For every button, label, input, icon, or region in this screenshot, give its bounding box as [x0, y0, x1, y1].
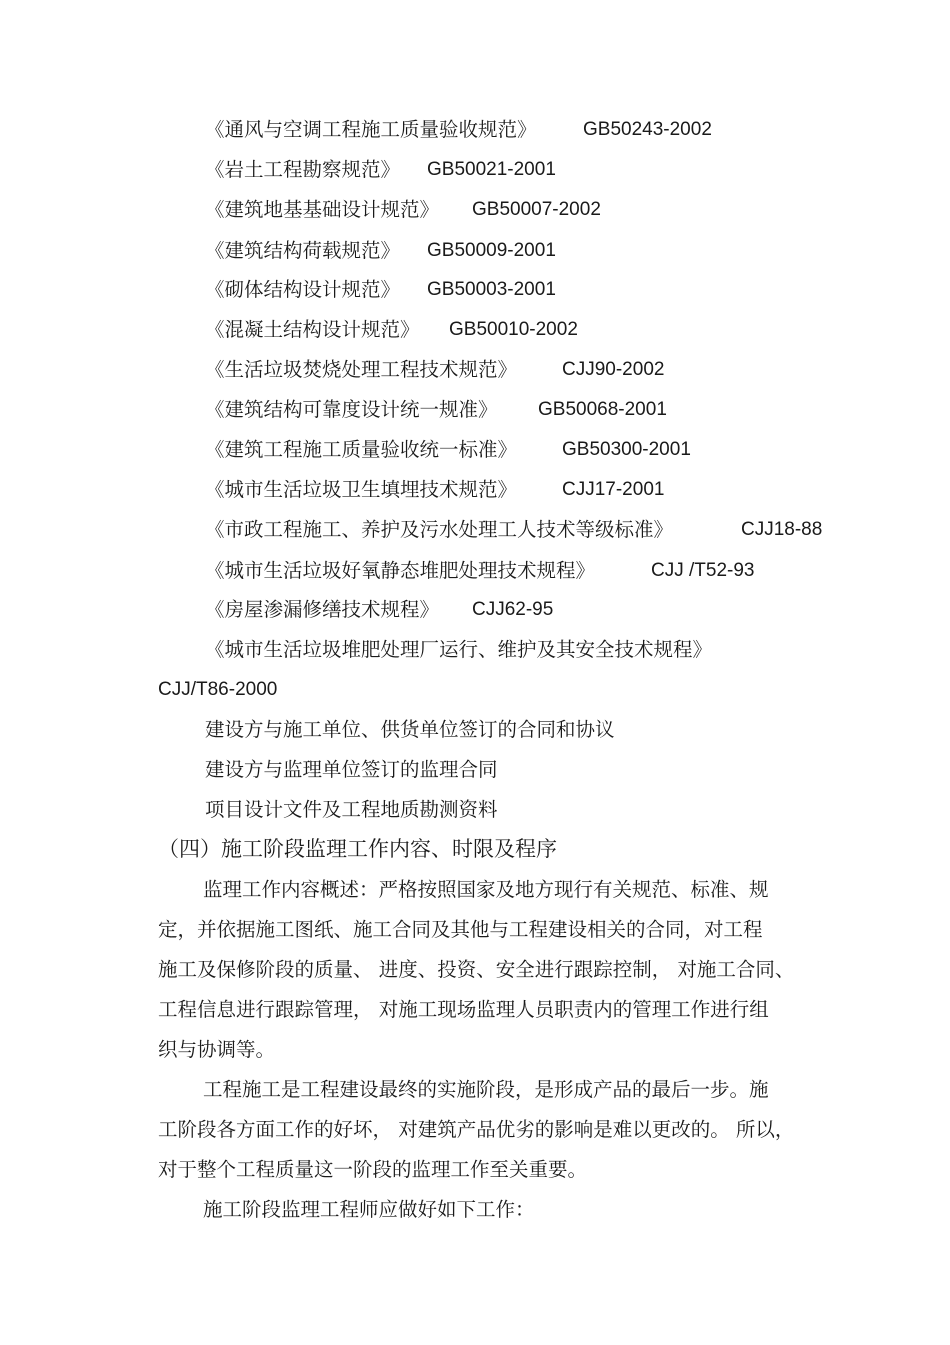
paragraph-line: 监理工作内容概述：严格按照国家及地方现行有关规范、标准、规 — [203, 878, 769, 901]
standard-item — [205, 518, 823, 542]
standard-code: GB50300-2001 — [562, 439, 691, 460]
standard-code: GB50003-2001 — [427, 279, 556, 300]
standard-name: 《通风与空调工程施工质量验收规范》 — [205, 118, 537, 141]
standard-item — [205, 158, 556, 182]
standard-name: 《岩土工程勘察规范》 — [205, 158, 401, 181]
standard-name: 《建筑工程施工质量验收统一标准》 — [205, 438, 518, 461]
paragraph-line: 施工阶段监理工程师应做好如下工作： — [203, 1198, 535, 1221]
standard-item — [205, 638, 712, 662]
section-title: （四）施工阶段监理工作内容、时限及程序 — [158, 837, 557, 861]
paragraph-line: 工程施工是工程建设最终的实施阶段，是形成产品的最后一步。施 — [203, 1078, 769, 1101]
standard-item — [205, 598, 554, 622]
standard-code: GB50243-2002 — [583, 119, 712, 140]
paragraph-line: 对于整个工程质量这一阶段的监理工作至关重要。 — [158, 1158, 588, 1181]
paragraph-line: 施工及保修阶段的质量、 进度、投资、安全进行跟踪控制， 对施工合同、 — [158, 958, 795, 981]
standard-name: 《混凝土结构设计规范》 — [205, 318, 420, 341]
standard-item — [205, 559, 755, 583]
standard-name: 《建筑地基基础设计规范》 — [205, 198, 440, 221]
standard-item — [205, 478, 665, 502]
standard-name: 《市政工程施工、养护及污水处理工人技术等级标准》 — [205, 518, 674, 541]
standard-item — [205, 278, 556, 302]
standard-code: CJJ /T52-93 — [651, 560, 755, 581]
standard-code: GB50010-2002 — [449, 319, 578, 340]
standard-code: CJJ62-95 — [472, 599, 554, 620]
standard-item — [205, 239, 556, 263]
paragraph-line: 织与协调等。 — [158, 1038, 276, 1061]
standard-item — [205, 358, 665, 382]
standard-name: 《砌体结构设计规范》 — [205, 278, 401, 301]
standard-name: 《城市生活垃圾好氧静态堆肥处理技术规程》 — [205, 559, 596, 582]
standard-name: 《城市生活垃圾堆肥处理厂运行、维护及其安全技术规程》 — [205, 638, 713, 661]
standard-code: GB50068-2001 — [538, 399, 667, 420]
standard-code: CJJ/T86-2000 — [158, 679, 278, 700]
standard-name: 《生活垃圾焚烧处理工程技术规范》 — [205, 358, 518, 381]
paragraph-line: 定，并依据施工图纸、施工合同及其他与工程建设相关的合同，对工程 — [158, 918, 763, 941]
standard-code: CJJ17-2001 — [562, 479, 665, 500]
standard-code: GB50021-2001 — [427, 159, 556, 180]
document-item: 建设方与施工单位、供货单位签订的合同和协议 — [205, 718, 615, 741]
standard-code: GB50007-2002 — [472, 199, 601, 220]
standard-code: GB50009-2001 — [427, 240, 556, 261]
standard-name: 《建筑结构可靠度设计统一规准》 — [205, 398, 498, 421]
document-item: 建设方与监理单位签订的监理合同 — [205, 758, 498, 781]
standard-code: CJJ18-88 — [741, 519, 823, 540]
paragraph-line: 工阶段各方面工作的好坏， 对建筑产品优劣的影响是难以更改的。 所以， — [158, 1118, 795, 1141]
standard-item — [205, 398, 667, 422]
standard-item — [205, 438, 691, 462]
standard-name: 《建筑结构荷载规范》 — [205, 239, 401, 262]
standard-item — [205, 118, 712, 142]
standard-code: CJJ90-2002 — [562, 359, 665, 380]
document-item: 项目设计文件及工程地质勘测资料 — [205, 798, 498, 821]
standard-item — [205, 318, 578, 342]
standard-name: 《城市生活垃圾卫生填埋技术规范》 — [205, 478, 518, 501]
standard-item — [205, 198, 601, 222]
standard-name: 《房屋渗漏修缮技术规程》 — [205, 598, 440, 621]
paragraph-line: 工程信息进行跟踪管理， 对施工现场监理人员职责内的管理工作进行组 — [158, 998, 769, 1021]
